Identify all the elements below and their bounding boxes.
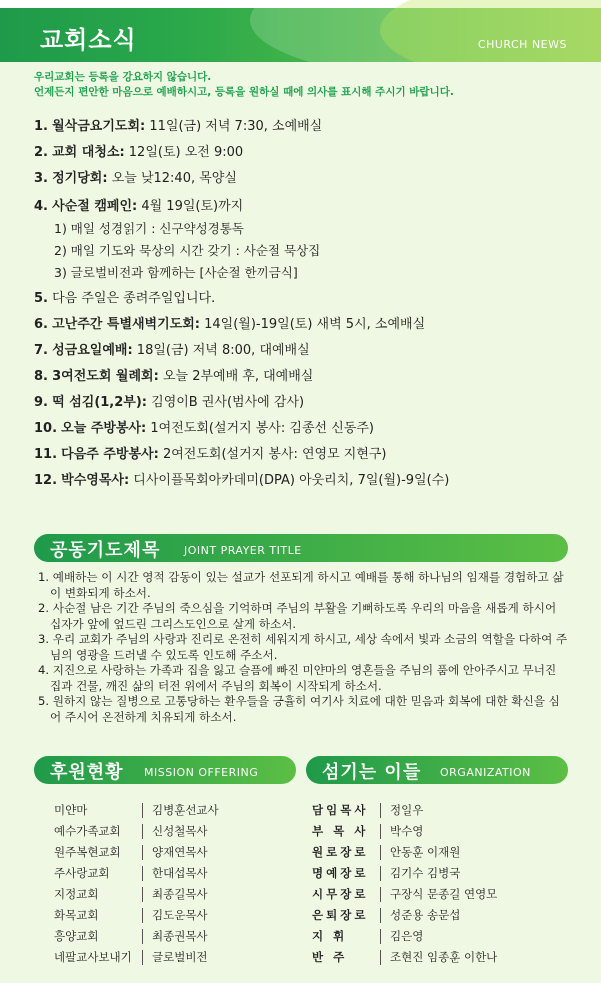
news-label: 고난주간 특별새벽기도회: bbox=[52, 317, 200, 332]
news-text: 김영이B 권사(범사에 감사) bbox=[147, 395, 305, 410]
news-item bbox=[34, 196, 584, 218]
prayer-section-header bbox=[34, 534, 568, 562]
mission-row bbox=[54, 947, 294, 968]
news-number: 11. bbox=[34, 447, 58, 462]
news-text: 11일(금) 저녁 7:30, 소예배실 bbox=[145, 119, 323, 134]
news-text: 12일(토) 오전 9:00 bbox=[124, 145, 244, 160]
organization-row bbox=[312, 842, 572, 863]
mission-church: 네팔교사보내기 bbox=[54, 950, 132, 964]
divider bbox=[380, 866, 381, 881]
news-number: 3. bbox=[34, 171, 48, 186]
mission-row bbox=[54, 842, 294, 863]
mission-church: 예수가족교회 bbox=[54, 824, 121, 838]
news-number: 2. bbox=[34, 145, 48, 160]
organization-role: 명예장로 bbox=[312, 866, 369, 880]
news-item bbox=[34, 140, 584, 166]
mission-person: 한대섭목사 bbox=[152, 866, 208, 880]
notice-line: 우리교회는 등록을 강요하지 않습니다. bbox=[34, 71, 212, 83]
divider bbox=[380, 887, 381, 902]
news-number: 1. bbox=[34, 119, 48, 134]
organization-names: 성준용 송문섭 bbox=[390, 908, 461, 922]
mission-church: 흥양교회 bbox=[54, 929, 99, 943]
prayer-item: 4. 지진으로 사랑하는 가족과 집을 잃고 슬픔에 빠진 미얀마의 영혼들을 주님의 품에 안아주시고 무너진 집과 건물, 깨진 삶의 터전 위에서 주님의 회복이 시작되게 하소서. bbox=[38, 663, 557, 693]
prayer-title: 공동기도제목 bbox=[50, 540, 161, 561]
news-item bbox=[34, 390, 584, 416]
organization-role: 시무장로 bbox=[312, 887, 369, 901]
news-number: 12. bbox=[34, 473, 58, 488]
mission-row bbox=[54, 884, 294, 905]
mission-church: 지정교회 bbox=[54, 887, 99, 901]
organization-role: 원로장로 bbox=[312, 845, 369, 859]
mission-row bbox=[54, 863, 294, 884]
divider bbox=[380, 824, 381, 839]
prayer-list bbox=[38, 570, 568, 725]
organization-row bbox=[312, 800, 572, 821]
divider bbox=[142, 824, 143, 839]
mission-title: 후원현황 bbox=[50, 762, 124, 783]
campaign-item: 1) 매일 성경읽기 : 신구약성경통독 bbox=[54, 221, 244, 236]
divider bbox=[142, 929, 143, 944]
organization-row bbox=[312, 884, 572, 905]
mission-person: 신성철목사 bbox=[152, 824, 208, 838]
news-label: 떡 섬김(1,2부): bbox=[52, 395, 147, 410]
mission-church: 화목교회 bbox=[54, 908, 99, 922]
organization-role: 담임목사 bbox=[312, 803, 369, 817]
mission-person: 양재연목사 bbox=[152, 845, 208, 859]
organization-title: 섬기는 이들 bbox=[322, 762, 422, 783]
organization-names: 박수영 bbox=[390, 824, 424, 838]
news-label: 교회 대청소: bbox=[52, 145, 125, 160]
mission-church: 원주복현교회 bbox=[54, 845, 121, 859]
mission-row bbox=[54, 905, 294, 926]
news-text: 2여전도회(설거지 봉사: 연영모 지현구) bbox=[158, 447, 387, 462]
divider bbox=[380, 929, 381, 944]
notice-line: 언제든지 편안한 마음으로 예배하시고, 등록을 원하실 때에 의사를 표시해 주시기 바랍니다. bbox=[34, 86, 454, 98]
campaign-item: 3) 글로벌비전과 함께하는 [사순절 한끼금식] bbox=[54, 265, 298, 280]
news-number: 6. bbox=[34, 317, 48, 332]
organization-section-header bbox=[306, 756, 568, 784]
news-label: 사순절 캠페인: bbox=[52, 199, 138, 214]
news-label: 월삭금요기도회: bbox=[52, 119, 146, 134]
page-title: 교회소식 bbox=[40, 26, 137, 54]
news-text: 디사이플목회아카데미(DPA) 아웃리치, 7일(월)-9일(수) bbox=[129, 473, 450, 488]
organization-role: 은퇴장로 bbox=[312, 908, 369, 922]
mission-person: 최종길목사 bbox=[152, 887, 208, 901]
divider bbox=[380, 803, 381, 818]
organization-table bbox=[312, 800, 572, 968]
organization-row bbox=[312, 905, 572, 926]
prayer-item: 3. 우리 교회가 주님의 사랑과 진리로 온전히 세워지게 하시고, 세상 속에서 빛과 소금의 역할을 다하여 주님의 영광을 드러낼 수 있도록 인도해 주소서. bbox=[38, 632, 568, 662]
divider bbox=[142, 908, 143, 923]
organization-row bbox=[312, 926, 572, 947]
page-subtitle: CHURCH NEWS bbox=[477, 38, 567, 51]
news-text: 오늘 낮12:40, 목양실 bbox=[107, 171, 237, 186]
mission-person: 김병훈선교사 bbox=[152, 803, 219, 817]
divider bbox=[142, 950, 143, 965]
news-item bbox=[34, 416, 584, 442]
prayer-item: 5. 원하지 않는 질병으로 고통당하는 환우들을 긍휼히 여기사 치료에 대한 믿음과 회복에 대한 확신을 심어 주시어 온전하게 치유되게 하소서. bbox=[38, 694, 560, 724]
news-item bbox=[34, 364, 584, 390]
news-number: 7. bbox=[34, 343, 48, 358]
divider bbox=[380, 845, 381, 860]
news-number: 10. bbox=[34, 421, 58, 436]
divider bbox=[142, 845, 143, 860]
news-label: 정기당회: bbox=[52, 171, 108, 186]
news-text: 다음 주일은 종려주일입니다. bbox=[47, 291, 216, 306]
mission-church: 주사랑교회 bbox=[54, 866, 110, 880]
news-list bbox=[34, 114, 584, 494]
organization-row bbox=[312, 863, 572, 884]
news-label: 다음주 주방봉사: bbox=[61, 447, 159, 462]
news-item bbox=[34, 442, 584, 468]
news-item bbox=[34, 338, 584, 364]
prayer-item: 1. 예배하는 이 시간 영적 감동이 있는 설교가 선포되게 하시고 예배를 통해 하나님의 임재를 경험하고 삶이 변화되게 하소서. bbox=[38, 570, 564, 600]
mission-row bbox=[54, 800, 294, 821]
organization-names: 김기수 김병국 bbox=[390, 866, 461, 880]
mission-section-header bbox=[34, 756, 296, 784]
news-item bbox=[34, 114, 584, 140]
organization-names: 정일우 bbox=[390, 803, 424, 817]
news-text: 1여전도회(설거지 봉사: 김종선 신동주) bbox=[146, 421, 374, 436]
divider bbox=[142, 803, 143, 818]
divider bbox=[380, 950, 381, 965]
organization-names: 김은영 bbox=[390, 929, 424, 943]
organization-row bbox=[312, 947, 572, 968]
news-number: 4. bbox=[34, 199, 48, 214]
mission-row bbox=[54, 821, 294, 842]
news-label: 박수영목사: bbox=[61, 473, 130, 488]
news-label: 오늘 주방봉사: bbox=[61, 421, 147, 436]
mission-person: 글로벌비전 bbox=[152, 950, 208, 964]
divider bbox=[142, 866, 143, 881]
news-number: 9. bbox=[34, 395, 48, 410]
mission-church: 미얀마 bbox=[54, 803, 88, 817]
news-text: 4월 19일(토)까지 bbox=[137, 199, 244, 214]
news-text: 18일(금) 저녁 8:00, 대예배실 bbox=[132, 343, 310, 358]
mission-table bbox=[54, 800, 294, 968]
news-item bbox=[34, 312, 584, 338]
organization-row bbox=[312, 821, 572, 842]
registration-notice bbox=[34, 70, 454, 100]
prayer-item: 2. 사순절 남은 기간 주님의 죽으심을 기억하며 주님의 부활을 기뻐하도록 우리의 마음을 새롭게 하시어 십자가 앞에 엎드린 그리스도인으로 살게 하소서. bbox=[38, 601, 557, 631]
campaign-item: 2) 매일 기도와 묵상의 시간 갖기 : 사순절 묵상집 bbox=[54, 243, 321, 258]
news-label: 성금요일예배: bbox=[52, 343, 133, 358]
news-text: 오늘 2부예배 후, 대예배실 bbox=[158, 369, 314, 384]
mission-subtitle: MISSION OFFERING bbox=[144, 766, 259, 779]
mission-person: 최종권목사 bbox=[152, 929, 208, 943]
mission-row bbox=[54, 926, 294, 947]
news-item bbox=[34, 468, 584, 494]
organization-names: 구장식 문종길 연영모 bbox=[390, 887, 498, 901]
organization-role: 부 목 사 bbox=[312, 824, 369, 838]
news-item bbox=[34, 166, 584, 192]
organization-role: 반 주 bbox=[312, 950, 348, 964]
divider bbox=[142, 887, 143, 902]
page-header bbox=[0, 0, 601, 62]
news-number: 5. bbox=[34, 291, 48, 306]
organization-role: 지 휘 bbox=[312, 929, 348, 943]
divider bbox=[380, 908, 381, 923]
header-swoosh-2 bbox=[380, 0, 601, 62]
organization-names: 안동훈 이재원 bbox=[390, 845, 461, 859]
organization-names: 조현진 임종훈 이한나 bbox=[390, 950, 498, 964]
organization-subtitle: ORGANIZATION bbox=[440, 766, 531, 779]
news-text: 14일(월)-19일(토) 새벽 5시, 소예배실 bbox=[200, 317, 426, 332]
news-label: 3여전도회 월례회: bbox=[52, 369, 159, 384]
prayer-subtitle: JOINT PRAYER TITLE bbox=[184, 544, 302, 557]
mission-person: 김도운목사 bbox=[152, 908, 208, 922]
news-item bbox=[34, 286, 584, 312]
news-number: 8. bbox=[34, 369, 48, 384]
